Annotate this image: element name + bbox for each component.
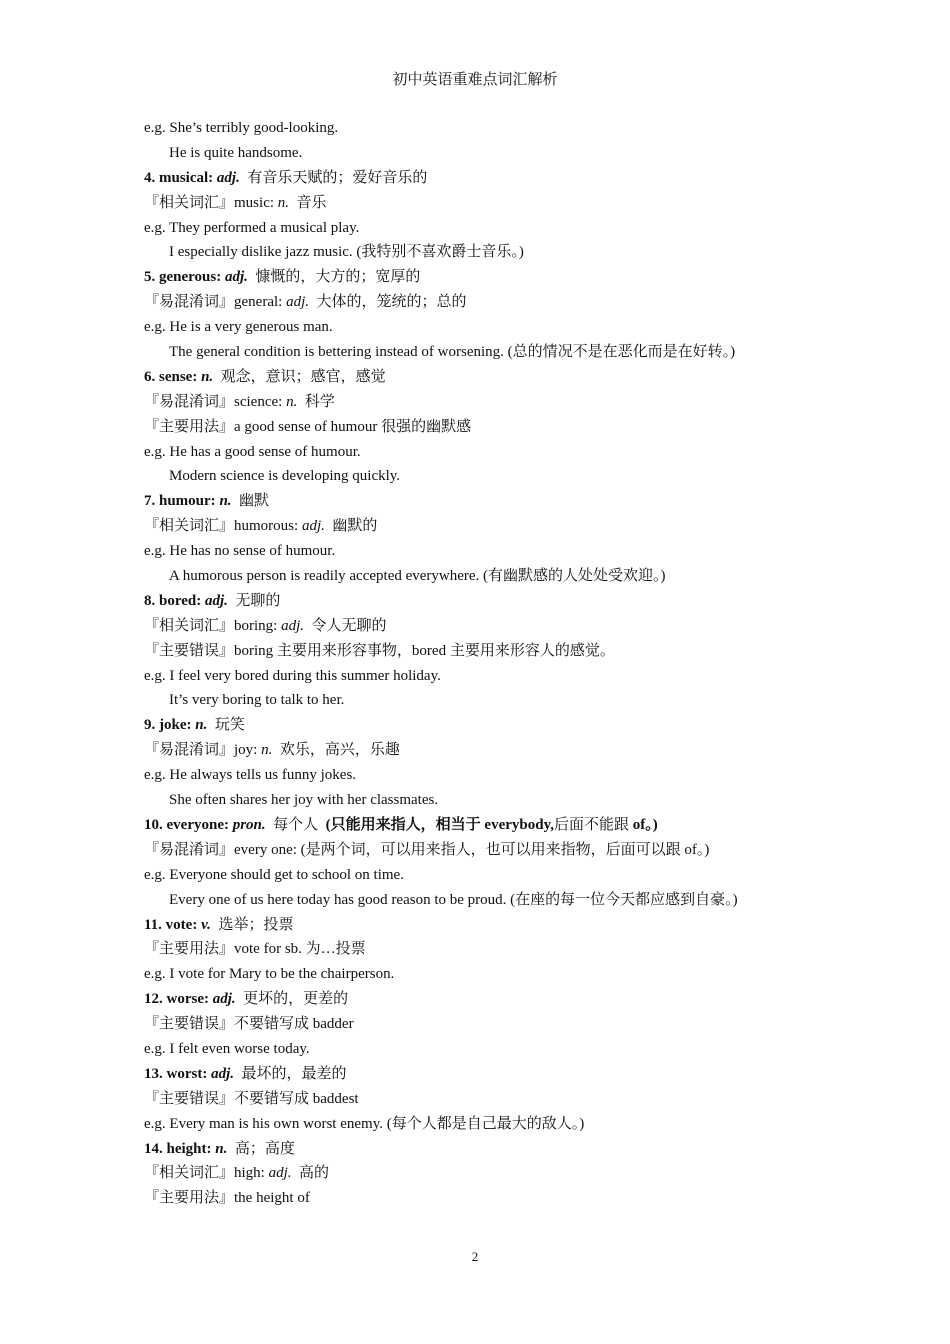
example-text: The general condition is bettering instead of worsening. (总的情况不是在恶化而是在好转。) [169,344,736,361]
part-of-speech: n. [201,368,214,385]
entry-note [144,390,844,415]
part-of-speech: adj. [286,294,309,311]
part-of-speech: n. [215,1140,228,1157]
example-sentence [144,688,844,713]
part-of-speech: adj. [268,1165,292,1182]
vocab-entry [144,913,844,938]
entry-definition: 观念，意识；感官，感觉 [220,368,386,385]
note-definition: 音乐 [296,194,327,211]
vocab-entry [144,713,844,738]
note-label: 『主要用法』 [144,941,235,958]
example-text: Modern science is developing quickly. [169,468,401,485]
example-sentence [144,863,844,888]
part-of-speech: adj. [211,1065,234,1082]
note-definition: 幽默的 [332,518,378,535]
entry-remark: (只能用来指人，相当于 [325,816,481,833]
part-of-speech: adj. [204,592,228,609]
entry-note [144,514,844,539]
entry-remark-word: everybody, [484,816,555,833]
example-text: I especially dislike jazz music. (我特别不喜欢爵士音乐。) [169,244,524,261]
entry-headword: 5. generous: [144,269,222,286]
part-of-speech: adj. [212,991,236,1008]
page-header: 初中英语重难点词汇解析 [392,72,558,88]
note-word: 不要错写成 badder [234,1016,354,1033]
entry-headword: 12. worse: [144,991,209,1008]
example-text: e.g. She’s terribly good-looking. [144,120,339,136]
vocab-entry [144,987,844,1012]
note-word: 不要错写成 baddest [234,1090,359,1107]
entry-note [144,1186,844,1211]
vocab-entry [144,166,844,191]
note-label: 『易混淆词』 [144,393,235,410]
part-of-speech: pron. [232,816,266,833]
entry-headword: 6. sense: [144,368,198,385]
page-number: 2 [471,1249,479,1264]
entry-definition: 高；高度 [234,1140,295,1157]
example-text: e.g. I vote for Mary to be the chairperson. [144,966,395,983]
note-word: humorous: [234,518,299,535]
example-text: e.g. Every man is his own worst enemy. (每个人都是自己最大的敌人。) [144,1115,585,1132]
part-of-speech: adj. [224,269,248,286]
entry-note [144,838,844,863]
note-word: joy: [234,742,258,759]
example-sentence [144,664,844,689]
vocab-entry [144,489,844,514]
note-definition: 令人无聊的 [311,617,387,634]
note-word: a good sense of humour 很强的幽默感 [234,418,472,435]
entry-headword: 7. humour: [144,493,216,510]
entry-definition: 慷慨的，大方的；宽厚的 [255,269,421,286]
example-sentence [144,340,844,365]
part-of-speech: n. [195,717,208,734]
entry-definition: 最坏的，最差的 [241,1065,347,1082]
part-of-speech: adj. [281,617,305,634]
note-word: boring: [234,617,278,634]
example-text: e.g. He always tells us funny jokes. [144,767,357,784]
example-text: Every one of us here today has good reason to be proud. (在座的每一位今天都应感到自豪。) [169,891,738,908]
note-word: vote for sb. 为…投票 [234,941,366,958]
example-sentence [144,440,844,465]
example-sentence [144,116,844,141]
vocab-entry [144,365,844,390]
vocab-entry [144,265,844,290]
example-sentence [144,1112,844,1137]
example-sentence [144,763,844,788]
entry-note [144,1012,844,1037]
note-label: 『相关词汇』 [144,194,235,211]
example-text: He is quite handsome. [169,144,303,161]
note-word: boring 主要用来形容事物，bored 主要用来形容人的感觉。 [234,642,615,659]
example-sentence [144,315,844,340]
example-sentence [144,216,844,241]
vocabulary-list [144,116,844,1211]
example-sentence [144,888,844,913]
note-label: 『易混淆词』 [144,294,235,311]
note-label: 『主要用法』 [144,1190,235,1207]
part-of-speech: adj. [216,169,240,186]
entry-definition: 选举；投票 [218,916,294,933]
note-label: 『主要错误』 [144,1016,235,1033]
example-text: e.g. He has a good sense of humour. [144,443,361,460]
example-text: She often shares her joy with her classmates. [169,792,439,809]
entry-definition: 每个人 [273,816,319,833]
example-sentence [144,539,844,564]
entry-note [144,1087,844,1112]
note-label: 『主要用法』 [144,418,235,435]
part-of-speech: adj. [301,518,325,535]
example-sentence [144,240,844,265]
note-definition: 科学 [304,393,335,410]
example-text: e.g. Everyone should get to school on time. [144,866,404,883]
note-label: 『相关词汇』 [144,518,235,535]
entry-definition: 玩笑 [214,717,245,734]
entry-note [144,738,844,763]
part-of-speech: n. [286,393,298,410]
example-sentence [144,962,844,987]
entry-headword: 8. bored: [144,592,202,609]
example-text: A humorous person is readily accepted everywhere. (有幽默感的人处处受欢迎。) [169,568,666,585]
note-word: science: [234,393,283,410]
note-word: general: [234,294,283,311]
part-of-speech: n. [277,194,290,211]
note-definition: 高的 [299,1165,330,1182]
note-word: high: [234,1165,265,1182]
note-word: every one: (是两个词，可以用来指人，也可以用来指物，后面可以跟 of。) [234,841,710,858]
note-label: 『相关词汇』 [144,617,235,634]
entry-note [144,415,844,440]
note-definition: 欢乐，高兴，乐趣 [279,742,400,759]
entry-definition: 无聊的 [235,592,281,609]
note-definition: 大体的，笼统的；总的 [316,294,467,311]
entry-note [144,1161,844,1186]
note-label: 『易混淆词』 [144,841,235,858]
entry-headword: 4. musical: [144,169,214,186]
note-label: 『相关词汇』 [144,1165,235,1182]
example-sentence [144,141,844,166]
example-sentence [144,1037,844,1062]
entry-definition: 更坏的，更差的 [243,991,349,1008]
entry-note [144,614,844,639]
entry-note [144,191,844,216]
example-text: e.g. I feel very bored during this summer holiday. [144,667,441,684]
entry-note [144,290,844,315]
example-text: It’s very boring to talk to her. [169,692,345,709]
entry-definition: 幽默 [239,493,270,510]
entry-definition: 有音乐天赋的；爱好音乐的 [247,169,428,186]
note-label: 『易混淆词』 [144,742,235,759]
entry-headword: 10. everyone: [144,816,229,833]
example-text: e.g. He has no sense of humour. [144,543,336,560]
entry-remark: 后面不能跟 [554,816,630,833]
entry-headword: 11. vote: [144,916,198,933]
entry-headword: 13. worst: [144,1065,208,1082]
entry-remark: 。) [645,816,658,833]
note-label: 『主要错误』 [144,642,235,659]
part-of-speech: n. [261,742,273,759]
vocab-entry [144,1062,844,1087]
vocab-entry [144,1137,844,1162]
note-word: music: [234,194,275,211]
part-of-speech: n. [219,493,232,510]
note-word: the height of [234,1190,310,1207]
entry-headword: 9. joke: [144,717,192,734]
part-of-speech: v. [201,916,211,933]
note-label: 『主要错误』 [144,1090,235,1107]
vocab-entry [144,813,844,838]
entry-remark-word: of [632,816,646,833]
entry-headword: 14. height: [144,1140,212,1157]
example-text: e.g. They performed a musical play. [144,219,360,236]
example-sentence [144,788,844,813]
entry-note [144,937,844,962]
entry-note [144,639,844,664]
vocab-entry [144,589,844,614]
example-sentence [144,564,844,589]
example-sentence [144,464,844,489]
example-text: e.g. I felt even worse today. [144,1040,310,1057]
example-text: e.g. He is a very generous man. [144,319,333,336]
